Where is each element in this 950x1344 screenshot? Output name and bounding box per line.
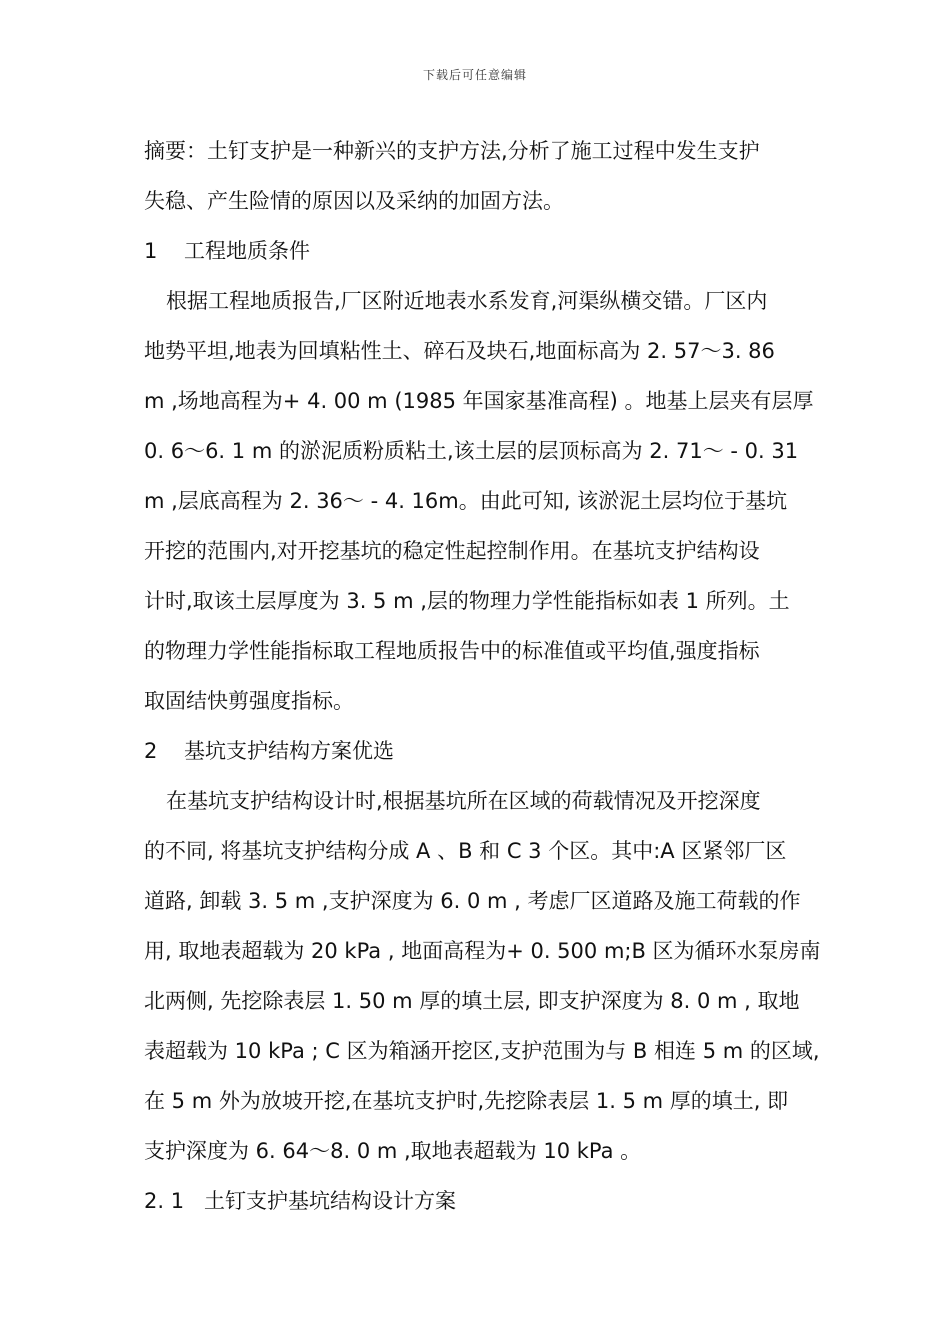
paragraph-line: 开挖的范围内,对开挖基坑的稳定性起控制作用。在基坑支护结构设	[144, 539, 760, 563]
paragraph-line: 取固结快剪强度指标。	[144, 689, 354, 713]
abstract-line-2: 失稳、产生险情的原因以及采纳的加固方法。	[144, 189, 564, 213]
section-title: 土钉支护基坑结构设计方案	[204, 1189, 456, 1213]
paragraph-line: 在 5 m 外为放坡开挖,在基坑支护时,先挖除表层 1. 5 m 厚的填土, 即	[144, 1089, 789, 1113]
paragraph-line: m ,场地高程为+ 4. 00 m (1985 年国家基准高程) 。地基上层夹有层厚	[144, 389, 814, 413]
paragraph-line: 表超载为 10 kPa ; C 区为箱涵开挖区,支护范围为与 B 相连 5 m 的区域,	[144, 1039, 820, 1063]
section-title: 工程地质条件	[184, 239, 310, 263]
abstract-line-1: 摘要：土钉支护是一种新兴的支护方法,分析了施工过程中发生支护	[144, 139, 760, 163]
section-heading-1	[144, 226, 816, 276]
paragraph-line: 地势平坦,地表为回填粘性土、碎石及块石,地面标高为 2. 57～3. 86	[144, 339, 775, 363]
paragraph-line: 在基坑支护结构设计时,根据基坑所在区域的荷载情况及开挖深度	[166, 789, 761, 813]
paragraph-line: 支护深度为 6. 64～8. 0 m ,取地表超载为 10 kPa 。	[144, 1139, 642, 1163]
section-title: 基坑支护结构方案优选	[184, 739, 394, 763]
paragraph-line: 的不同, 将基坑支护结构分成 A 、B 和 C 3 个区。其中:A 区紧邻厂区	[144, 839, 787, 863]
section-number: 2. 1	[144, 1189, 185, 1213]
paragraph-line: 北两侧, 先挖除表层 1. 50 m 厚的填土层, 即支护深度为 8. 0 m , 取地	[144, 989, 800, 1013]
download-note: 下载后可任意编辑	[422, 68, 527, 82]
section-number: 2	[144, 739, 158, 763]
section-number: 1	[144, 239, 158, 263]
paragraph-line: 的物理力学性能指标取工程地质报告中的标准值或平均值,强度指标	[144, 639, 760, 663]
section-heading-2-1	[144, 1176, 816, 1226]
section-heading-2	[144, 726, 816, 776]
paragraph-line: 道路, 卸载 3. 5 m ,支护深度为 6. 0 m , 考虑厂区道路及施工荷载的作	[144, 889, 801, 913]
paragraph-line: 根据工程地质报告,厂区附近地表水系发育,河渠纵横交错。厂区内	[166, 289, 768, 313]
document-body	[144, 126, 821, 1226]
paragraph-line: 0. 6～6. 1 m 的淤泥质粉质粘土,该土层的层顶标高为 2. 71～ - 0. 31	[144, 439, 799, 463]
paragraph-line: m ,层底高程为 2. 36～ - 4. 16m。由此可知, 该淤泥土层均位于基坑	[144, 489, 788, 513]
paragraph-line: 用, 取地表超载为 20 kPa , 地面高程为+ 0. 500 m;B 区为循环水泵房南	[144, 939, 821, 963]
paragraph-line: 计时,取该土层厚度为 3. 5 m ,层的物理力学性能指标如表 1 所列。土	[144, 589, 790, 613]
